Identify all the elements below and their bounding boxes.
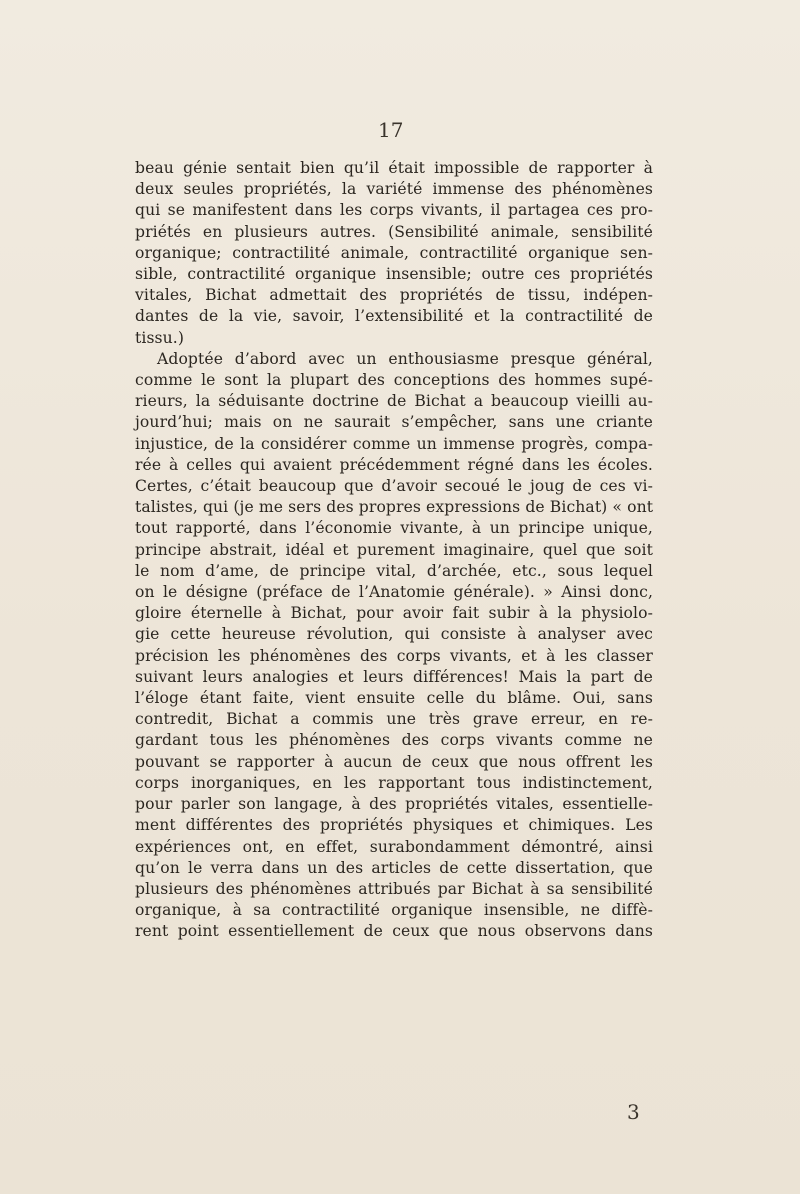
text-line: tout rapporté, dans l’économie vivante, à un principe unique, xyxy=(135,519,653,538)
text-line: qui se manifestent dans les corps vivants, il partagea ces pro- xyxy=(135,201,653,220)
text-line: beau génie sentait bien qu’il était impossible de rapporter à xyxy=(135,159,653,177)
text-line: principe abstrait, idéal et purement imaginaire, quel que soit xyxy=(135,540,653,559)
text-line: corps inorganiques, en les rapportant tous indistinctement, xyxy=(135,773,653,792)
text-line: Adoptée d’abord avec un enthousiasme presque général, xyxy=(157,349,653,368)
text-line: sible, contractilité organique insensible; outre ces propriétés xyxy=(135,265,653,284)
body-text xyxy=(135,158,653,943)
text-line: priétés en plusieurs autres. (Sensibilité animale, sensibilité xyxy=(135,222,653,241)
text-line: pouvant se rapporter à aucun de ceux que nous offrent les xyxy=(135,752,653,771)
text-line: l’éloge étant faite, vient ensuite celle du blâme. Oui, sans xyxy=(135,689,653,708)
text-line: Certes, c’était beaucoup que d’avoir secoué le joug de ces vi- xyxy=(135,477,653,496)
text-line: rieurs, la séduisante doctrine de Bichat a beaucoup vieilli au- xyxy=(135,392,653,411)
text-line: ment différentes des propriétés physiques et chimiques. Les xyxy=(135,816,653,835)
text-line: qu’on le verra dans un des articles de cette dissertation, que xyxy=(135,858,653,877)
text-line: contredit, Bichat a commis une très grave erreur, en re- xyxy=(135,710,653,729)
text-line: talistes, qui (je me sers des propres expressions de Bichat) « ont xyxy=(135,498,654,517)
page-number: 17 xyxy=(378,118,404,142)
text-line: plusieurs des phénomènes attribués par Bichat à sa sensibilité xyxy=(135,879,653,898)
text-line: expériences ont, en effet, surabondamment démontré, ainsi xyxy=(135,837,653,856)
text-line: gie cette heureuse révolution, qui consiste à analyser avec xyxy=(135,625,653,644)
text-line: rée à celles qui avaient précédemment régné dans les écoles. xyxy=(135,455,653,474)
text-line: rent point essentiellement de ceux que nous observons dans xyxy=(135,922,653,941)
text-line: on le désigne (préface de l’Anatomie générale). » Ainsi donc, xyxy=(135,583,653,602)
text-line: dantes de la vie, savoir, l’extensibilité et la contractilité de xyxy=(135,307,653,326)
text-line: vitales, Bichat admettait des propriétés de tissu, indépen- xyxy=(135,286,653,305)
printer-signature: 3 xyxy=(627,1100,640,1124)
text-line: tissu.) xyxy=(135,328,185,347)
text-line: jourd’hui; mais on ne saurait s’empêcher, sans une criante xyxy=(135,413,653,432)
text-line: injustice, de la considérer comme un immense progrès, compa- xyxy=(135,434,653,453)
text-line: organique, à sa contractilité organique insensible, ne diffè- xyxy=(135,901,653,920)
text-line: comme le sont la plupart des conceptions des hommes supé- xyxy=(135,371,653,390)
text-line: gloire éternelle à Bichat, pour avoir fait subir à la physiolo- xyxy=(135,604,653,623)
text-line: organique; contractilité animale, contractilité organique sen- xyxy=(135,243,653,262)
text-line: deux seules propriétés, la variété immense des phénomènes xyxy=(135,180,653,199)
text-line: suivant leurs analogies et leurs différences! Mais la part de xyxy=(135,667,653,686)
text-line: pour parler son langage, à des propriétés vitales, essentielle- xyxy=(135,795,653,814)
text-line: le nom d’ame, de principe vital, d’archée, etc., sous lequel xyxy=(135,561,653,580)
text-line: gardant tous les phénomènes des corps vivants comme ne xyxy=(135,731,653,750)
text-line: précision les phénomènes des corps vivants, et à les classer xyxy=(135,646,653,665)
